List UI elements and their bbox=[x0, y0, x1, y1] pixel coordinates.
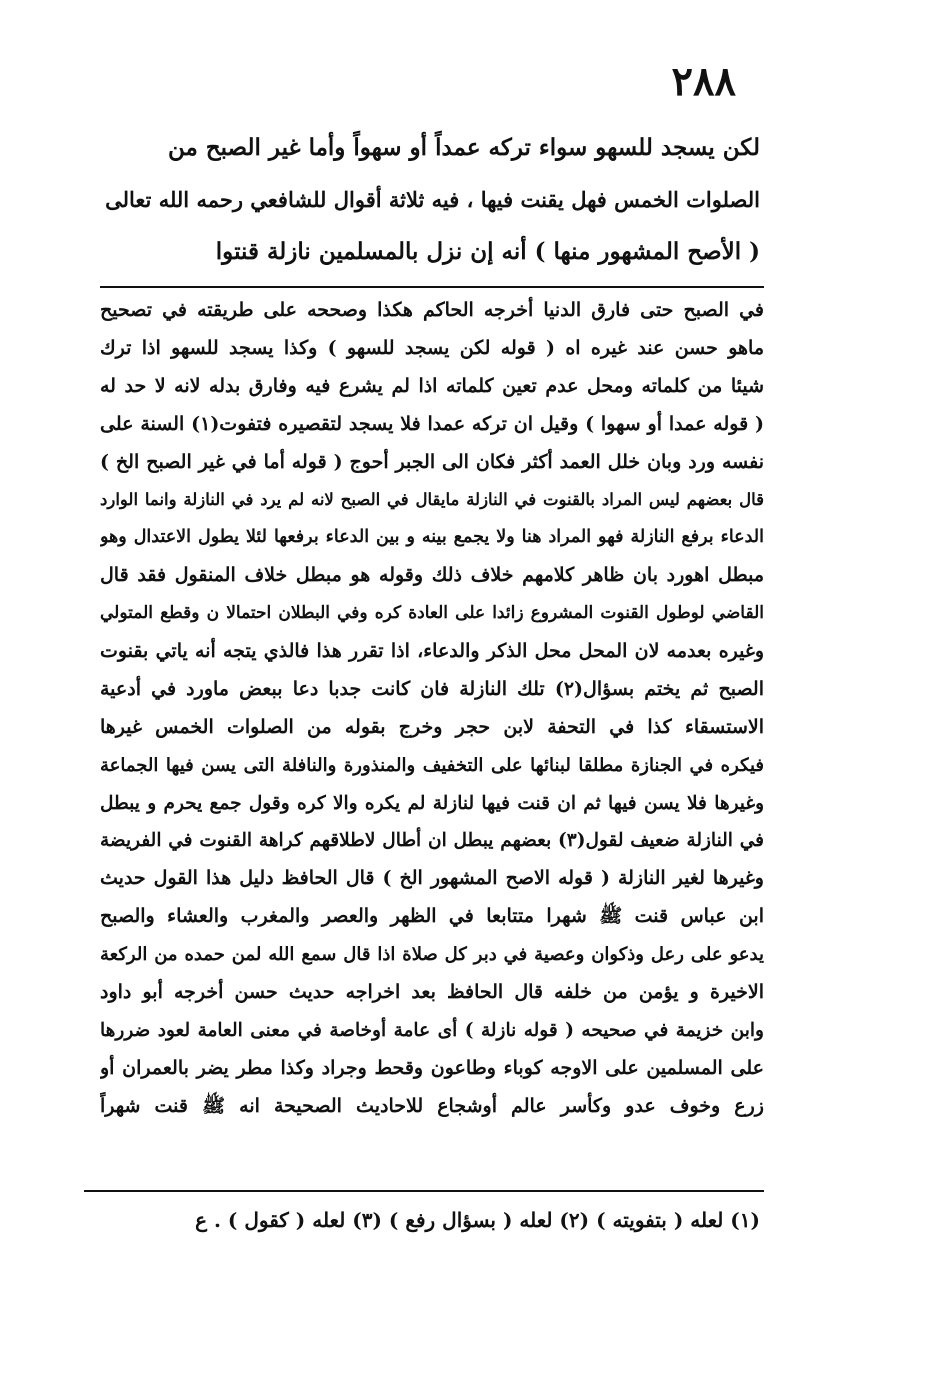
footnotes: (١) لعله ( بتفويته ) (٢) لعله ( بسؤال رفع ) (٣) لعله ( كقول ) . ع bbox=[195, 1208, 760, 1232]
commentary-line: الاستسقاء كذا في التحفة لابن حجر وخرج بقوله من الصلوات الخمس غيرها bbox=[100, 715, 764, 738]
commentary-line: الدعاء برفع النازلة فهو المراد هنا ولا يجمع بينه و بين الدعاء برفعها لئلا يطول الاعتدال وهو bbox=[100, 527, 764, 548]
commentary-line: على المسلمين على الاوجه كوباء وطاعون وقحط وجراد وكذا مطر يضر بالعمران أو bbox=[100, 1056, 764, 1079]
page-number: ٢٨٨ bbox=[671, 58, 736, 105]
commentary-line: وابن خزيمة في صحيحه ( قوله نازلة ) أى عامة أوخاصة في معنى العامة لعود ضررها bbox=[100, 1019, 764, 1041]
commentary-line: ماهو حسن عند غيره اه ( قوله لكن يسجد للسهو ) وكذا يسجد للسهو اذا ترك bbox=[100, 336, 764, 359]
commentary-line: الصبح ثم يختم بسؤال(٢) تلك النازلة فان كانت جدبا دعا ببعض ماورد في أدعية bbox=[100, 677, 764, 700]
commentary bbox=[100, 292, 764, 1126]
main-text bbox=[100, 122, 760, 278]
commentary-line: يدعو على رعل وذكوان وعصية في دبر كل صلاة اذا قال سمع الله لمن حمده من الركعة bbox=[100, 944, 764, 966]
commentary-line: وغيرها لغير النازلة ( قوله الاصح المشهور الخ ) قال الحافظ دليل هذا القول حديث bbox=[100, 867, 764, 890]
main-text-line: ( الأصح المشهور منها ) أنه إن نزل بالمسلمين نازلة قنتوا bbox=[215, 238, 760, 265]
main-text-line: لكن يسجد للسهو سواء تركه عمداً أو سهواً وأما غير الصبح من bbox=[167, 134, 760, 161]
footnote-divider bbox=[84, 1190, 764, 1192]
commentary-line: فيكره في الجنازة مطلقا لبنائها على التخفيف والمنذورة والنافلة التى يسن فيها الجماعة bbox=[100, 754, 764, 776]
commentary-line: قال بعضهم ليس المراد بالقنوت في النازلة مايقال في الصبح لانه لم يرد في النازلة وانما الوارد bbox=[100, 490, 764, 510]
commentary-line: القاضي لوطول القنوت المشروع زائدا على العادة كره وفي البطلان احتمالا ن وقطع المتولي bbox=[100, 603, 764, 624]
main-text-line: الصلوات الخمس فهل يقنت فيها ، فيه ثلاثة أقوال للشافعي رحمه الله تعالى bbox=[105, 187, 760, 212]
commentary-line: نفسه ورد وبان خلل العمد أكثر فكان الى الجبر أحوج ( قوله أما في غير الصبح الخ ) bbox=[100, 450, 764, 473]
commentary-line: الاخيرة و يؤمن من خلفه قال الحافظ بعد اخراجه حديث حسن أخرجه أبو داود bbox=[100, 981, 764, 1004]
commentary-line: وغيرها فلا يسن فيها ثم ان قنت فيها لنازلة لم يكره والا كره وقول جمع يحرم و يبطل bbox=[100, 792, 764, 814]
commentary-line: ( قوله عمدا أو سهوا ) وقيل ان تركه عمدا فلا يسجد لتقصيره فتفوت(١) السنة على bbox=[100, 412, 764, 435]
commentary-line: زرع وخوف عدو وكأسر عالم أوشجاع للاحاديث الصحيحة انه ﷺ قنت شهراً bbox=[100, 1094, 764, 1117]
commentary-line: مبطل اهورد بان ظاهر كلامهم خلاف ذلك وقوله هو مبطل خلاف المنقول فقد قال bbox=[100, 564, 764, 587]
top-divider bbox=[100, 286, 764, 288]
commentary-line: شيئا من كلماته ومحل عدم تعين كلماته اذا لم يشرع فيه وفارق بدله لانه لا حد له bbox=[100, 374, 764, 397]
commentary-line: ابن عباس قنت ﷺ شهرا متتابعا في الظهر والعصر والمغرب والعشاء والصبح bbox=[100, 905, 764, 928]
commentary-line: وغيره بعدمه لان المحل محل الذكر والدعاء، اذا تقرر هذا فالذي يتجه أنه ياتي بقنوت bbox=[100, 640, 764, 663]
commentary-line: في النازلة ضعيف لقول(٣) بعضهم يبطل ان أطال لاطلاقهم كراهة القنوت في الفريضة bbox=[100, 830, 764, 852]
commentary-line: في الصبح حتى فارق الدنيا أخرجه الحاكم هكذا وصححه على طريقته في تصحيح bbox=[100, 299, 764, 321]
